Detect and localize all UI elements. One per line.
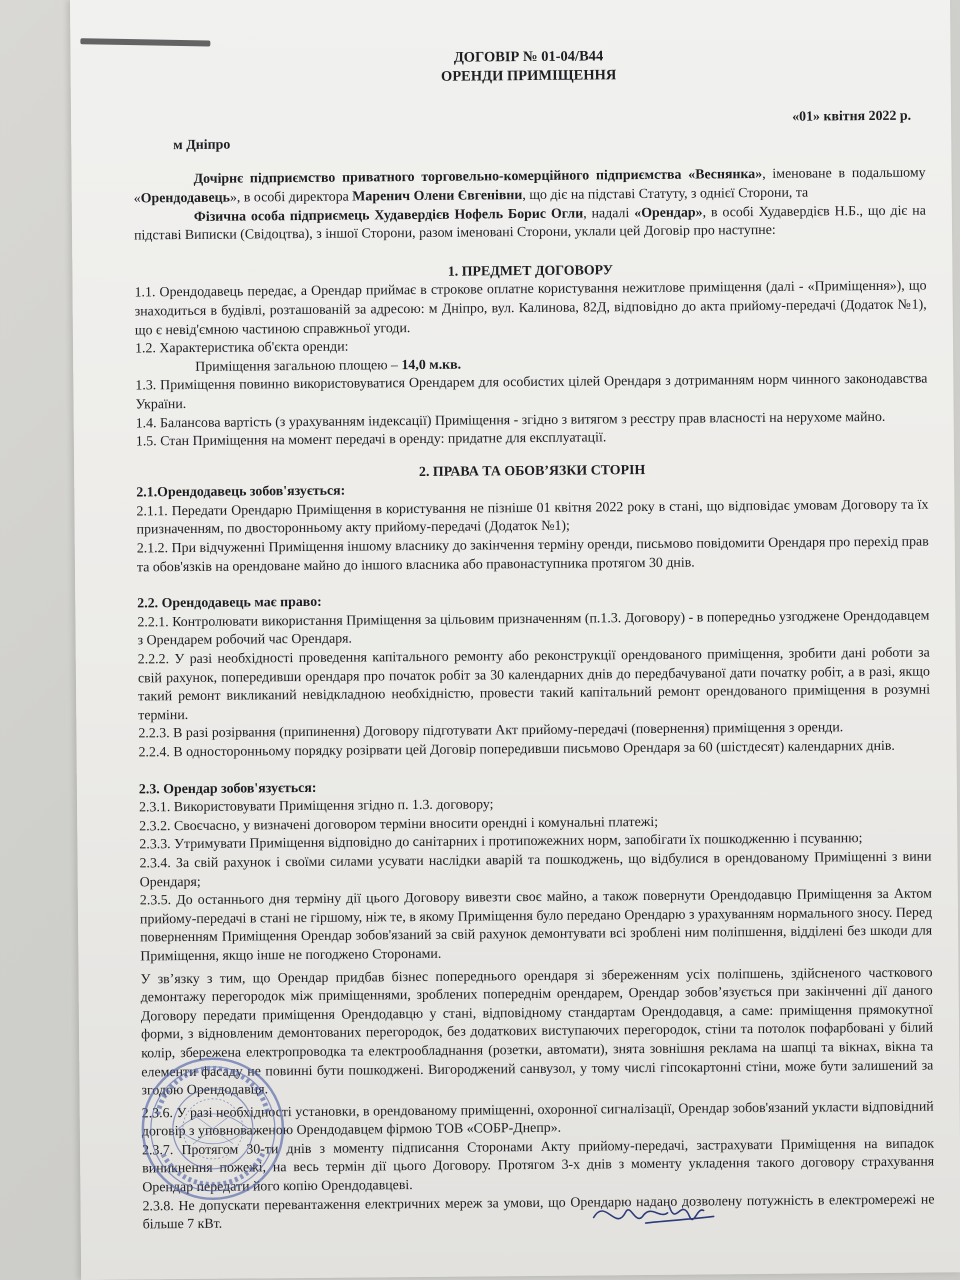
- section-2-heading: 2. ПРАВА ТА ОБОВ’ЯЗКИ СТОРІН: [418, 462, 646, 480]
- party-landlord: Дочірнє підприємство приватного торговельно-комерційного підприємства «Веснянка», іменоване в подальшому «Орендодавець», в особі директора Маренич Олени Євгенівни, що діє на підставі Статуту, з однієї Сторони, та: [133, 165, 926, 207]
- clause-2-3-2: 2.3.2. Своєчасно, у визначені договором терміни вносити орендні і комунальні платежі;: [139, 814, 659, 835]
- clause-2-3-title: 2.3. Орендар зобов'язується:: [138, 780, 317, 798]
- clause-1-5: 1.5. Стан Приміщення на момент передачі в оренду: придатне для експлуатації.: [135, 430, 607, 450]
- clause-2-2-1: 2.2.1. Контролювати використання Приміщення за цільовим призначенням (п.1.3. Договору) - в попередньо узгоджене Орендодавцем з Орендарем робочий час Орендаря.: [137, 608, 930, 649]
- contract-city: м Дніпро: [173, 137, 231, 153]
- clause-2-3-4: 2.3.4. За свій рахунок і своїми силами усувати наслідки аварій та пошкоджень, що відбулися в орендованому Приміщенні з вини Орендаря;: [139, 849, 932, 890]
- paper-clip-edge: [80, 38, 210, 46]
- contract-date: «01» квітня 2022 р.: [792, 108, 912, 125]
- clause-2-1-title: 2.1.Орендодавець зобов'язується:: [136, 483, 346, 501]
- clause-2-2-3: 2.2.3. В разі розірвання (припинення) Договору підготувати Акт прийому-передачі (повернення) приміщення з оренди.: [138, 720, 844, 742]
- clause-2-3-7: 2.3.7. Протягом 30-ти днів з моменту підписання Сторонами Акту прийому-передачі, застрахувати Приміщення на випадок виникнення пожежі, на весь термін дії цього Договору. Протягом 3-х днів з моменту укладення такого договору страхування Орендар передати його копію Орендодавцеві.: [141, 1136, 935, 1196]
- contract-title: ДОГОВІР № 01-04/В44: [453, 48, 604, 66]
- document-page: [70, 0, 960, 1280]
- clause-2-3-8: 2.3.8. Не допускати перевантаження електричних мереж за умови, що Орендарю надано дозволену потужність в електромережі не більше 7 кВт.: [142, 1192, 935, 1233]
- clause-2-2-title: 2.2. Орендодавець має право:: [137, 595, 322, 612]
- clause-1-2-area: Приміщення загальною площею – 14,0 м.кв.: [195, 357, 462, 375]
- clause-2-3-1: 2.3.1. Використовувати Приміщення згідно п. 1.3. договору;: [138, 797, 494, 816]
- clause-1-2: 1.2. Характеристика об'єкта оренди:: [134, 339, 349, 357]
- signature: [585, 1186, 726, 1247]
- clause-1-1: 1.1. Орендодавець передає, а Орендар приймає в строкове оплатне користування нежитлове приміщення (далі - «Приміщення»), що знаходиться в будівлі, розташованій за адресою: м Дніпро, вул. Калинова, 82Д, відповідно до акта прийому-передачі (Додаток №1), що є невід'ємною частиною справжньої угоди.: [134, 278, 927, 338]
- clause-2-2-2: 2.2.2. У разі необхідності проведення капітального ремонту або реконструкції орендованого приміщення, зробити дані роботи за свій рахунок, попередивши орендаря про початок робіт за 30 календарних днів до передбачуваної дати початку робіт, а в разі, якщо такий ремонт викликаний невідкладною необхідністю, провести такий капітальний ремонт орендованого приміщення в розумні терміни.: [137, 645, 931, 724]
- clause-2-3-5-extra: У зв’язку з тим, що Орендар придбав бізнес попереднього орендаря зі збереженням усіх поліпшень, здійсненого часткового демонтажу перегородок між приміщеннями, зроблених попереднім орендарем, Орендар зобов’язується при закінченні дії даного Договору передати приміщення Орендодавцю у стані, відповідному стандартам Орендодавця, а саме: приміщення прямокутної форми, з відновленим демонтованих перегородок, без додаткових виступаючих перегородок, стіни та потолок пофарбовані у білий колір, збережена електропроводка та електрообладнання (розетки, автомати), знята зовнішня реклама на шапці та вікнах, вікна та елементи фасаду не повинні бути пошкоджені. Вигороджений санвузол, у тому числі гіпсокартонні стіни, може бути залишений за згодою Орендодавця.: [140, 965, 934, 1099]
- clause-1-3: 1.3. Приміщення повинно використовуватися Орендарем для особистих цілей Орендаря з дотриманням норм чинного законодавства України.: [135, 371, 928, 413]
- clause-2-3-6: 2.3.6. У разі необхідності установки, в орендованому приміщенні, охоронної сигналізації, Орендар зобов'язаний укласти відповідний договір з уповноваженою Орендодавцем фірмою ТОВ «СОБР-Днепр».: [141, 1099, 934, 1140]
- clause-2-1-1: 2.1.1. Передати Орендарю Приміщення в користування не пізніше 01 квітня 2022 року в стані, що відповідає умовам Договору та їх призначенням, по двосторонньому акту прийому-передачі (Додаток №1);: [136, 497, 929, 538]
- company-seal-stamp: [137, 1053, 288, 1204]
- party-tenant: Фізична особа підприємець Худавердієв Нофель Борис Огли, надалі «Орендар», в особі Худавердієв Н.Б., що діє на підставі Виписки (Свідоцтва), з іншої Сторони, разом іменовані Сторони, уклали цей Договір про наступне:: [133, 203, 926, 244]
- clause-2-3-5: 2.3.5. До останнього дня терміну дії цього Договору вивезти своє майно, а також повернути Орендодавцю Приміщення за Актом прийому-передачі в стані не гіршому, ніж те, в якому Приміщення було передано Орендарю з урахуванням нормального зносу. Перед поверненням Приміщення Орендар зобов'язаний за свій рахунок демонтувати всі зроблені ним поліпшення, відділені без шкоди для Приміщення, якщо інше не погоджено Сторонами.: [139, 886, 933, 965]
- clause-2-1-2: 2.1.2. При відчуженні Приміщення іншому власнику до закінчення терміну оренди, письмово повідомити Орендаря про перехід прав та обов'язків на орендоване майно до іншого власника або правонаступника протягом 30 днів.: [136, 534, 929, 576]
- section-1-heading: 1. ПРЕДМЕТ ДОГОВОРУ: [447, 263, 614, 280]
- clause-1-4: 1.4. Балансова вартість (з урахуванням індексації) Приміщення - згідно з витягом з реєстру прав власності на нерухоме майно.: [135, 409, 886, 431]
- clause-2-3-3: 2.3.3. Утримувати Приміщення відповідно до санітарних і протипожежних норм, запобігати їх пошкодженню і псуванню;: [139, 831, 863, 853]
- contract-subtitle: ОРЕНДИ ПРИМІЩЕННЯ: [440, 66, 617, 85]
- clause-2-2-4: 2.2.4. В односторонньому порядку розірвати цей Договір попередивши письмово Орендаря за 60 (шістдесят) календарних днів.: [138, 738, 895, 761]
